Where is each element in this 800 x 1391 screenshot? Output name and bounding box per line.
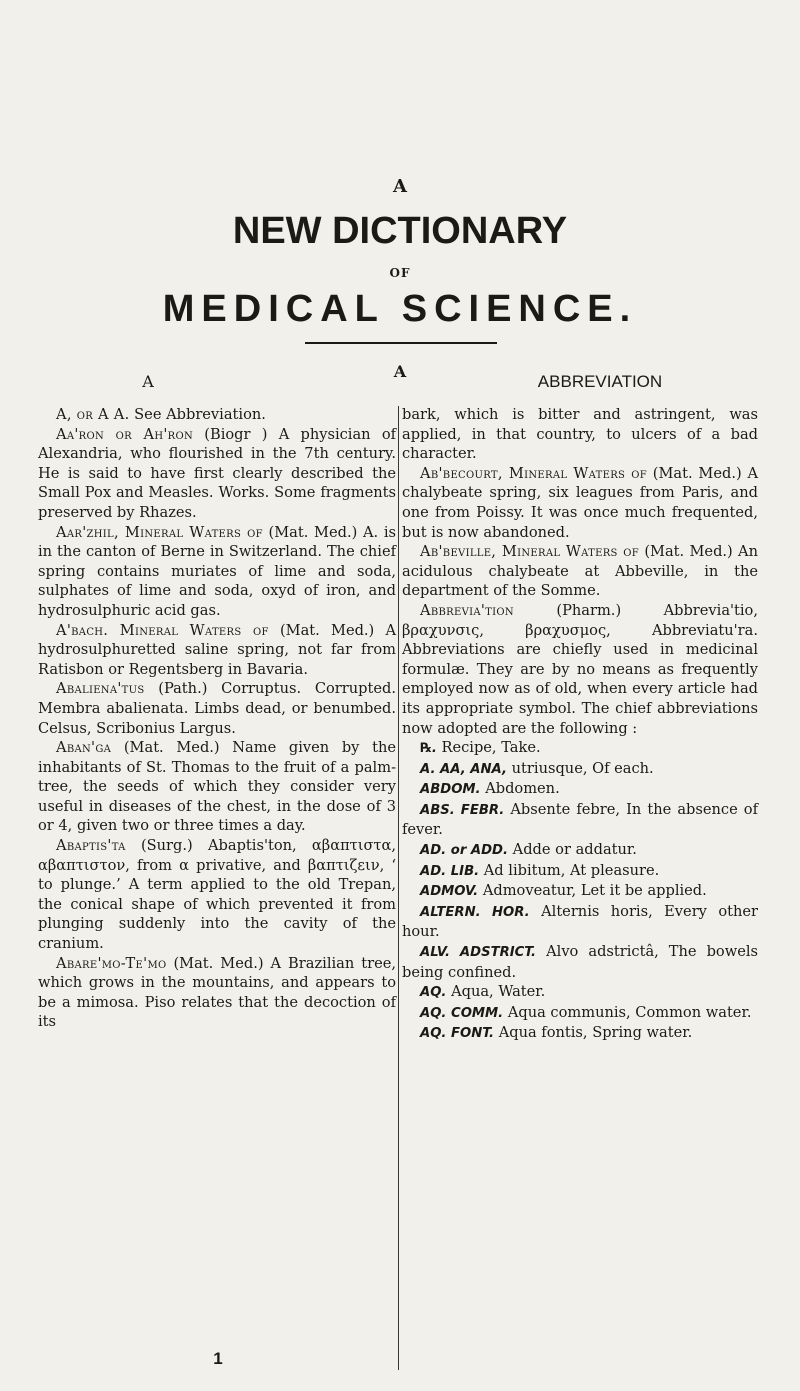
entry-text: (Mat. Med.) A hydrosulphuretted saline spring, not far from Ratisbon or Regentsberg in Bavaria.	[38, 621, 396, 678]
dictionary-entry	[38, 405, 396, 425]
abbreviation-meaning: Aqua communis, Common water.	[507, 1003, 752, 1021]
abbreviation-key: ℞.	[420, 741, 437, 757]
abbreviation-list	[402, 738, 758, 1044]
abbreviation-entry	[402, 861, 758, 882]
right-column-entries	[402, 405, 758, 738]
entry-text: (Mat. Med.) A. is in the canton of Berne in Switzerland. The chief spring contains muriates of lime and soda, sulphates of lime and soda, oxyd of iron, and hydrosulphuric acid gas.	[38, 523, 396, 619]
abbreviation-entry	[402, 1003, 758, 1024]
dictionary-entry	[402, 464, 758, 542]
running-head-left: A	[142, 372, 154, 391]
abbreviation-key: ABS. FEBR.	[420, 802, 505, 818]
entry-headword: Abaliena'tus	[56, 680, 145, 698]
abbreviation-meaning: Alternis horis, Every other hour.	[402, 902, 759, 941]
entry-text: (Mat. Med.) Name given by the inhabitants of St. Thomas to the fruit of a palm-tree, the seeds of which they consider very useful in diseases of the chest, in the dose of 3 or 4, given two or three times a day.	[38, 739, 396, 835]
entry-headword: Ab'becourt, Mineral Waters of	[420, 464, 648, 482]
abbreviation-meaning: Aqua, Water.	[451, 983, 546, 1001]
dictionary-entry	[402, 405, 758, 464]
entry-text: (Mat. Med.) An acidulous chalybeate at Abbeville, in the department of the Somme.	[402, 543, 758, 600]
abbreviation-key: ABDOM.	[420, 782, 481, 798]
abbreviation-key: A. AA, ANA,	[420, 761, 508, 777]
dictionary-entry	[38, 621, 396, 680]
entry-text: (Pharm.) Abbrevia'tio, βραχυνσις, βραχυσμος, Abbreviatu'ra. Abbreviations are chiefly used in medicinal formulæ. They are by no means as frequently employed now as of old, when every article had its appropriate symbol. The chief abbreviations now adopted are the following :	[402, 601, 758, 737]
abbreviation-meaning: Admoveatur, Let it be applied.	[482, 882, 707, 900]
entry-text: (Path.) Corruptus. Corrupted. Membra abalienata. Limbs dead, or benumbed. Celsus, Scribonius Largus.	[38, 680, 396, 737]
column-divider	[398, 406, 399, 1370]
abbreviation-key: AD. or ADD.	[420, 843, 509, 859]
entry-headword: Abbrevia'tion	[420, 601, 514, 619]
entry-headword: Aa'ron or Ah'ron	[56, 425, 194, 443]
entry-text: See Abbreviation.	[129, 406, 266, 423]
title-of: OF	[389, 266, 411, 280]
abbreviation-key: AD. LIB.	[420, 863, 480, 879]
title-line-2: MEDICAL SCIENCE.	[162, 288, 638, 330]
abbreviation-key: ALV. ADSTRICT.	[420, 945, 537, 961]
entry-text: (Biogr ) A physician of Alexandria, who flourished in the 7th century. He is said to have first clearly described the Small Pox and Measles. Works. Some fragments preserved by Rhazes.	[38, 425, 397, 521]
abbreviation-meaning: Aqua fontis, Spring water.	[498, 1024, 693, 1042]
section-letter: A	[393, 362, 407, 381]
abbreviation-entry	[402, 881, 758, 902]
dictionary-entry	[38, 738, 396, 836]
abbreviation-entry	[402, 800, 758, 840]
entry-headword: Aar'zhil, Mineral Waters of	[56, 523, 263, 541]
dictionary-entry	[402, 601, 758, 738]
entry-headword: A'bach. Mineral Waters of	[56, 621, 269, 639]
abbreviation-key: AQ. FONT.	[420, 1026, 495, 1042]
entry-text: (Mat. Med.) A Brazilian tree, which grows in the mountains, and appears to be a mimosa. Piso relates that the decoction of its	[38, 954, 396, 1031]
abbreviation-key: ALTERN. HOR.	[420, 904, 530, 920]
entry-headword: A, or A A.	[56, 406, 130, 423]
title-line-1: NEW DICTIONARY	[232, 210, 568, 252]
abbreviation-entry	[402, 779, 758, 800]
title-rule	[305, 342, 497, 344]
abbreviation-entry	[402, 840, 758, 861]
entry-headword: Aban'ga	[56, 739, 112, 757]
entry-headword: Abaptis'ta	[56, 837, 126, 855]
dictionary-entry	[38, 954, 396, 1032]
entry-headword: Abare'mo-Te'mo	[56, 954, 167, 972]
dictionary-entry	[38, 836, 396, 954]
abbreviation-key: AQ. COMM.	[420, 1005, 504, 1021]
abbreviation-entry	[402, 1023, 758, 1044]
entry-text: bark, which is bitter and astringent, was applied, in that country, to ulcers of a bad character.	[402, 406, 758, 463]
abbreviation-meaning: Alvo adstrictâ, The bowels being confined.	[402, 943, 758, 981]
dictionary-entry	[38, 679, 396, 738]
abbreviation-entry	[402, 902, 758, 942]
entry-text: (Surg.) Abaptis'ton, αβαπτιστα, αβαπτιστον, from α privative, and βαπτιζειν, ‘ to plunge.’ A term applied to the old Trepan, the conical shape of which prevented it from plunging suddenly into the cavity of the cranium.	[38, 837, 396, 953]
page-number: 1	[213, 1349, 223, 1368]
left-column	[38, 405, 396, 1032]
entry-headword: Ab'beville, Mineral Waters of	[420, 543, 640, 561]
abbreviation-meaning: Absente febre, In the absence of fever.	[402, 800, 758, 839]
abbreviation-entry	[402, 759, 758, 780]
title-article: A	[393, 176, 407, 197]
abbreviation-entry	[402, 982, 758, 1003]
right-column	[402, 405, 758, 1044]
dictionary-entry	[402, 542, 758, 601]
abbreviation-entry	[402, 942, 758, 982]
abbreviation-meaning: Adde or addatur.	[512, 841, 637, 859]
abbreviation-meaning: utriusque, Of each.	[511, 759, 654, 777]
abbreviation-meaning: Abdomen.	[485, 780, 560, 798]
abbreviation-entry	[402, 738, 758, 759]
dictionary-entry	[38, 425, 396, 523]
dictionary-entry	[38, 523, 396, 621]
running-head-right: ABBREVIATION	[537, 372, 663, 391]
abbreviation-key: ADMOV.	[420, 884, 479, 900]
abbreviation-meaning: Recipe, Take.	[441, 739, 541, 757]
abbreviation-key: AQ.	[420, 985, 447, 1001]
entry-text: (Mat. Med.) A chalybeate spring, six leagues from Paris, and one from Poissy. It was once much frequented, but is now abandoned.	[402, 464, 758, 541]
abbreviation-meaning: Ad libitum, At pleasure.	[483, 861, 660, 879]
